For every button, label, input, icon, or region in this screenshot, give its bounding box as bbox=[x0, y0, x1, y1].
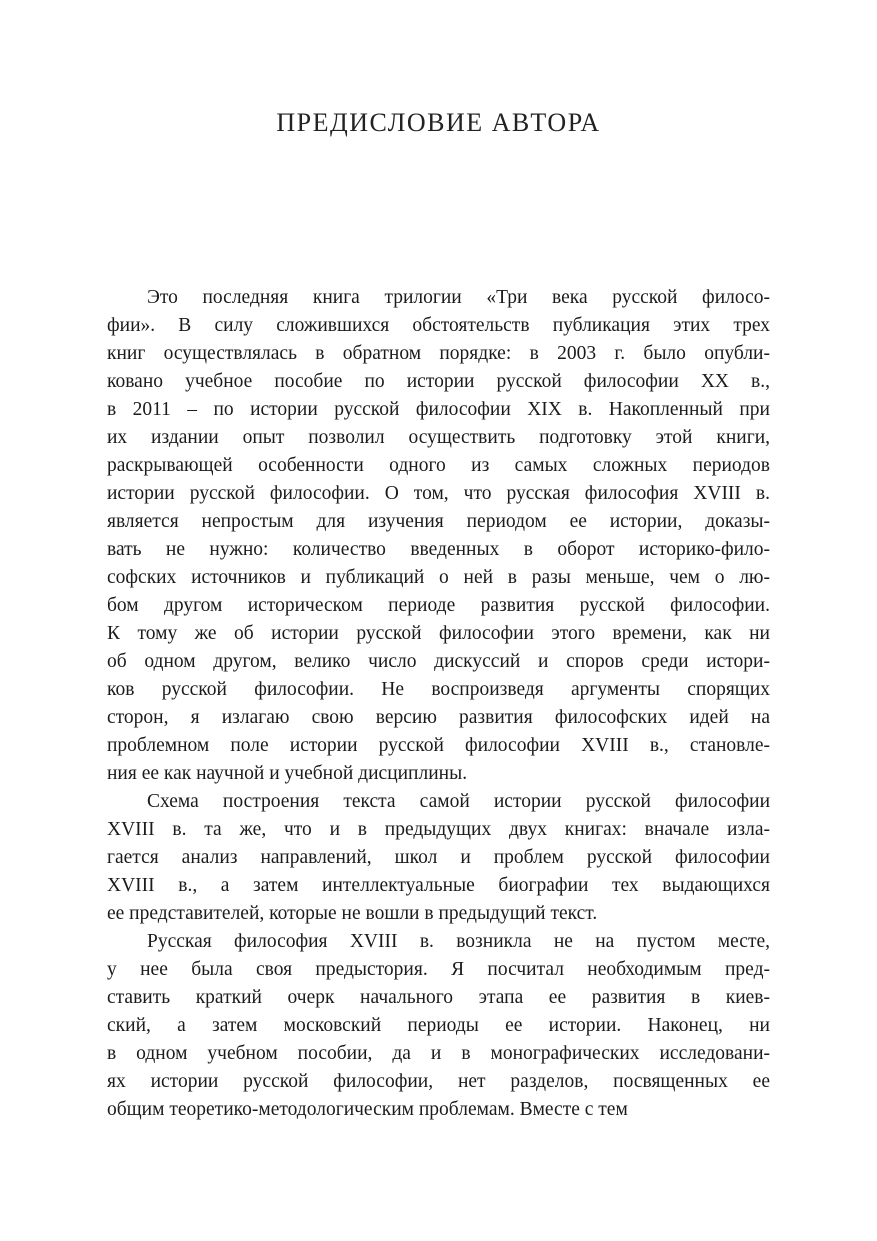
text-line: ния ее как научной и учебной дисциплины. bbox=[107, 763, 468, 784]
text-line: раскрывающей особенности одного из самых сложных периодов bbox=[107, 455, 770, 476]
text-line: их издании опыт позволил осуществить подготовку этой книги, bbox=[107, 427, 770, 448]
text-line: гается анализ направлений, школ и проблем русской философии bbox=[107, 847, 770, 868]
text-line: бом другом историческом периоде развития русской философии. bbox=[107, 595, 770, 616]
text-line: ставить краткий очерк начального этапа ее развития в киев- bbox=[107, 987, 770, 1008]
paragraph-2 bbox=[107, 788, 770, 928]
page-title: ПРЕДИСЛОВИЕ АВТОРА bbox=[276, 108, 601, 137]
text-line: ее представителей, которые не вошли в предыдущий текст. bbox=[107, 903, 598, 924]
text-line: софских источников и публикаций о ней в разы меньше, чем о лю- bbox=[107, 567, 770, 588]
text-line: Русская философия XVIII в. возникла не на пустом месте, bbox=[147, 931, 770, 952]
text-line: является непростым для изучения периодом ее истории, доказы- bbox=[107, 511, 770, 532]
text-line: Это последняя книга трилогии «Три века русской филосо- bbox=[147, 287, 770, 308]
text-line: истории русской философии. О том, что русская философия XVIII в. bbox=[107, 483, 770, 504]
text-line: ях истории русской философии, нет разделов, посвященных ее bbox=[107, 1071, 770, 1092]
text-line: вать не нужно: количество введенных в оборот историко-фило- bbox=[107, 539, 770, 560]
text-line: XVIII в. та же, что и в предыдущих двух книгах: вначале изла- bbox=[107, 819, 770, 840]
text-line: в 2011 – по истории русской философии XIX в. Накопленный при bbox=[107, 399, 770, 420]
text-line: общим теоретико-методологическим проблемам. Вместе с тем bbox=[107, 1099, 628, 1120]
text-line: ский, а затем московский периоды ее истории. Наконец, ни bbox=[107, 1015, 770, 1036]
text-line: сторон, я излагаю свою версию развития философских идей на bbox=[107, 707, 770, 728]
text-line: XVIII в., а затем интеллектуальные биографии тех выдающихся bbox=[107, 875, 770, 896]
text-line: проблемном поле истории русской философии XVIII в., становле- bbox=[107, 735, 770, 756]
body-text bbox=[107, 284, 770, 1124]
text-line: ковано учебное пособие по истории русской философии XX в., bbox=[107, 371, 770, 392]
text-line: у нее была своя предыстория. Я посчитал необходимым пред- bbox=[107, 959, 770, 980]
text-line: об одном другом, велико число дискуссий и споров среди истори- bbox=[107, 651, 770, 672]
text-line: книг осуществлялась в обратном порядке: в 2003 г. было опубли- bbox=[107, 343, 770, 364]
text-line: ков русской философии. Не воспроизведя аргументы спорящих bbox=[107, 679, 770, 700]
text-line: К тому же об истории русской философии этого времени, как ни bbox=[107, 623, 770, 644]
paragraph-3 bbox=[107, 928, 770, 1124]
text-line: фии». В силу сложившихся обстоятельств публикация этих трех bbox=[107, 315, 770, 336]
paragraph-1 bbox=[107, 284, 770, 788]
text-line: Схема построения текста самой истории русской философии bbox=[147, 791, 770, 812]
text-line: в одном учебном пособии, да и в монографических исследовани- bbox=[107, 1043, 770, 1064]
